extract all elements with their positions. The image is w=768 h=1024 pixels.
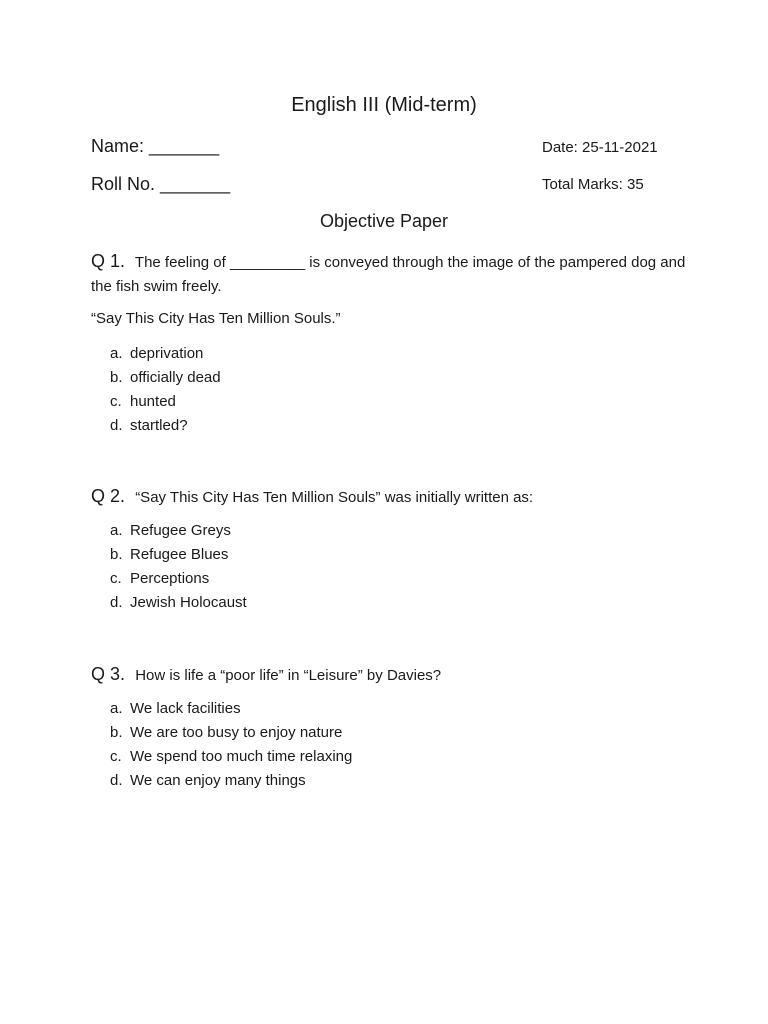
option-letter: c. — [110, 570, 122, 587]
option-text: Jewish Holocaust — [130, 594, 247, 611]
option-letter: d. — [110, 417, 123, 434]
name-field-label: Name: _______ — [91, 136, 220, 156]
option-item — [110, 745, 352, 769]
option-letter: a. — [110, 522, 123, 539]
option-text: We can enjoy many things — [130, 772, 306, 789]
question-3 — [91, 662, 691, 688]
option-letter: c. — [110, 393, 122, 410]
options-list — [110, 697, 352, 793]
option-letter: d. — [110, 594, 123, 611]
option-letter: a. — [110, 345, 123, 362]
option-text: We lack facilities — [130, 700, 241, 717]
option-text: deprivation — [130, 345, 204, 362]
option-item — [110, 543, 247, 567]
option-text: officially dead — [130, 369, 221, 386]
option-text: startled? — [130, 417, 188, 434]
option-text: hunted — [130, 393, 176, 410]
option-item — [110, 342, 221, 366]
option-item — [110, 390, 221, 414]
question-text: The feeling of _________ is conveyed through the image of the pampered dog and the fish swim freely. — [91, 254, 686, 295]
option-item — [110, 366, 221, 390]
option-text: Refugee Greys — [130, 522, 231, 539]
option-letter: b. — [110, 546, 123, 563]
option-letter: b. — [110, 369, 123, 386]
option-item — [110, 697, 352, 721]
option-text: Refugee Blues — [130, 546, 229, 563]
options-list — [110, 342, 221, 438]
option-letter: d. — [110, 772, 123, 789]
option-item — [110, 769, 352, 793]
question-quote: “Say This City Has Ten Million Souls.” — [91, 310, 341, 327]
option-text: We spend too much time relaxing — [130, 748, 353, 765]
section-title: Objective Paper — [319, 211, 449, 231]
option-item — [110, 721, 352, 745]
option-text: Perceptions — [130, 570, 210, 587]
page-title: English III (Mid-term) — [291, 94, 477, 116]
question-number: Q 1. — [91, 251, 126, 271]
option-item — [110, 591, 247, 615]
option-letter: b. — [110, 724, 123, 741]
roll-number-field-label: Roll No. _______ — [91, 174, 231, 194]
option-item — [110, 519, 247, 543]
question-text: “Say This City Has Ten Million Souls” was initially written as: — [135, 489, 534, 506]
option-item — [110, 567, 247, 591]
option-letter: a. — [110, 700, 123, 717]
option-text: We are too busy to enjoy nature — [130, 724, 343, 741]
total-marks-label: Total Marks: 35 — [542, 176, 644, 193]
question-number: Q 2. — [91, 486, 126, 506]
option-item — [110, 414, 221, 438]
options-list — [110, 519, 247, 615]
question-number: Q 3. — [91, 664, 126, 684]
question-1 — [91, 249, 691, 299]
question-text: How is life a “poor life” in “Leisure” by Davies? — [135, 667, 442, 684]
date-label: Date: 25-11-2021 — [542, 139, 658, 156]
question-2 — [91, 484, 691, 510]
option-letter: c. — [110, 748, 122, 765]
